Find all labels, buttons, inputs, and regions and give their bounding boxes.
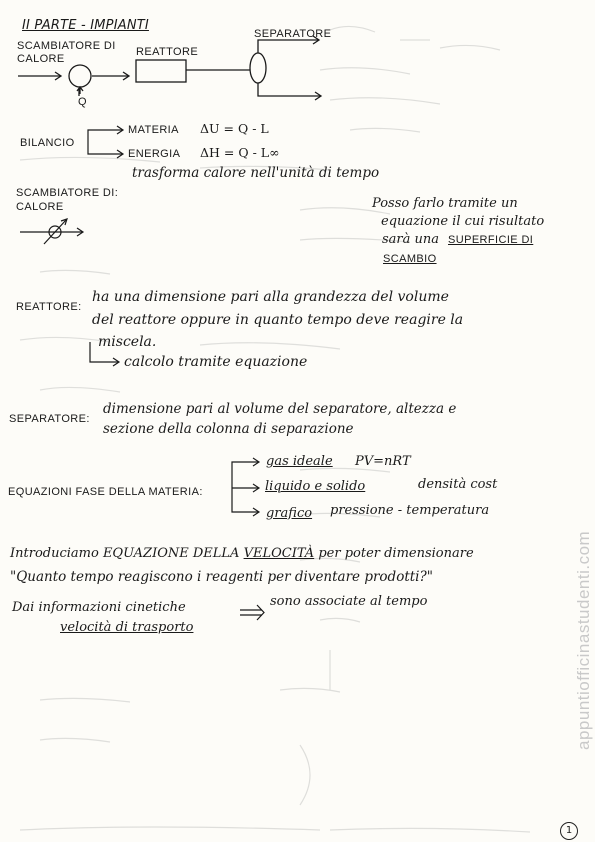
page-number: 1 xyxy=(560,822,578,840)
balance-energy-equation: ΔH = Q - L∞ xyxy=(200,145,280,160)
balance-matter-label: MATERIA xyxy=(128,124,179,136)
balance-matter-equation: ΔU = Q - L xyxy=(200,121,269,136)
separator-note-line2: sezione della colonna di separazione xyxy=(103,421,354,437)
exchanger-side-note-surface: SUPERFICIE DI xyxy=(448,234,534,246)
phase-graph-equation: pressione - temperatura xyxy=(330,503,490,518)
reactor-note-line1: ha una dimensione pari alla grandezza del volume xyxy=(92,289,449,305)
velocity-question: "Quanto tempo reagiscono i reagenti per diventare prodotti?" xyxy=(10,569,433,585)
velocity-keyword: VELOCITÀ xyxy=(243,546,315,561)
heat-symbol: Q xyxy=(78,96,87,108)
phase-graph-label: grafico xyxy=(266,506,313,521)
exchanger-note-label-line2: CALORE xyxy=(16,201,64,213)
phase-gas-label: gas ideale xyxy=(266,454,333,469)
separator-note-label: SEPARATORE: xyxy=(9,413,90,425)
balance-energy-label: ENERGIA xyxy=(128,148,181,160)
kinetic-info-associated: sono associate al tempo xyxy=(270,594,428,609)
exchanger-note-label: SCAMBIATORE DI: xyxy=(16,187,119,199)
exchanger-side-note-exchange: SCAMBIO xyxy=(383,253,437,265)
reactor-note-line2: del reattore oppure in quanto tempo deve reagire la xyxy=(92,312,464,328)
exchanger-side-note-2: equazione il cui risultato xyxy=(381,214,545,229)
reactor-note-label: REATTORE: xyxy=(16,301,82,313)
velocity-intro-text: Introduciamo EQUAZIONE DELLA xyxy=(10,546,240,561)
kinetic-info: Dai informazioni cinetiche xyxy=(12,600,186,615)
phase-liquid-label: liquido e solido xyxy=(265,479,366,494)
exchanger-label: SCAMBIATORE DI xyxy=(17,40,116,52)
exchanger-note-text: trasforma calore nell'unità di tempo xyxy=(132,165,380,181)
phase-gas-equation: PV=nRT xyxy=(355,454,411,469)
reactor-note-line3: miscela. xyxy=(98,334,157,350)
exchanger-side-note-3: sarà una xyxy=(382,232,440,247)
separator-note-line1: dimensione pari al volume del separatore, altezza e xyxy=(103,401,457,417)
phase-liquid-equation: densità cost xyxy=(418,477,498,492)
exchanger-label-line2: CALORE xyxy=(17,53,65,65)
balance-label: BILANCIO xyxy=(20,137,75,149)
watermark: appuntiofficinastudenti.com xyxy=(574,530,593,750)
phase-equations-label: EQUAZIONI FASE DELLA MATERIA: xyxy=(8,486,203,498)
reactor-label: REATTORE xyxy=(136,46,199,58)
transport-velocity: velocità di trasporto xyxy=(60,620,194,635)
section-title: II PARTE - IMPIANTI xyxy=(22,18,149,33)
separator-label: SEPARATORE xyxy=(254,28,332,40)
velocity-intro-purpose: per poter dimensionare xyxy=(318,546,474,561)
reactor-note-line4: calcolo tramite equazione xyxy=(124,354,308,370)
exchanger-side-note-1: Posso farlo tramite un xyxy=(372,196,518,211)
